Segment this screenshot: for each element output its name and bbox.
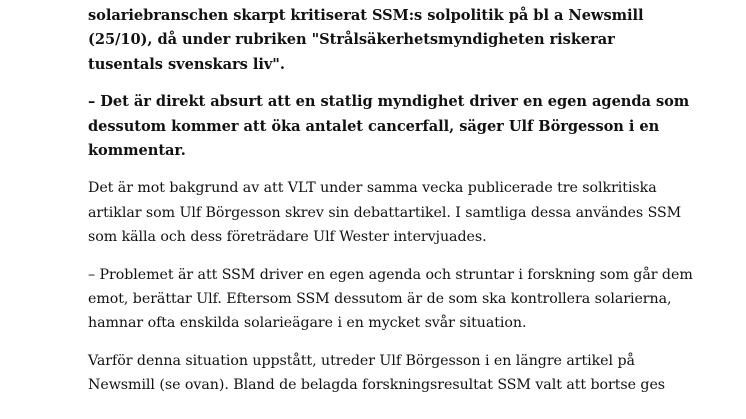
paragraph-background: Det är mot bakgrund av att VLT under samma vecka publicerade tre solkritiska artiklar som Ulf Börgesson skrev sin debattartikel. I samtliga dessa användes SSM som källa och dess företrädare Ulf Wester intervjuades. <box>88 180 682 246</box>
paragraph-intro: solariebranschen skarpt kritiserat SSM:s solpolitik på bl a Newsmill (25/10), då under rubriken "Strålsäkerhetsmyndigheten riskerar tusentals svenskars liv". <box>88 7 644 73</box>
paragraph-explanation: Varför denna situation uppstått, utreder Ulf Börgesson i en längre artikel på Newsmill (se ovan). Bland de belagda forskningsresultat SSM valt att bortse ges <box>88 352 666 394</box>
paragraph-problem: – Problemet är att SSM driver en egen agenda och struntar i forskning som går dem emot, berättar Ulf. Eftersom SSM dessutom är de som ska kontrollera solarierna, hamnar ofta enskilda solarieägare i en mycket svår situation. <box>88 266 693 332</box>
document-page <box>88 4 728 398</box>
paragraph-quote: – Det är direkt absurt att en statlig myndighet driver en egen agenda som dessutom kommer att öka antalet cancerfall, säger Ulf Börgesson i en kommentar. <box>88 93 690 160</box>
